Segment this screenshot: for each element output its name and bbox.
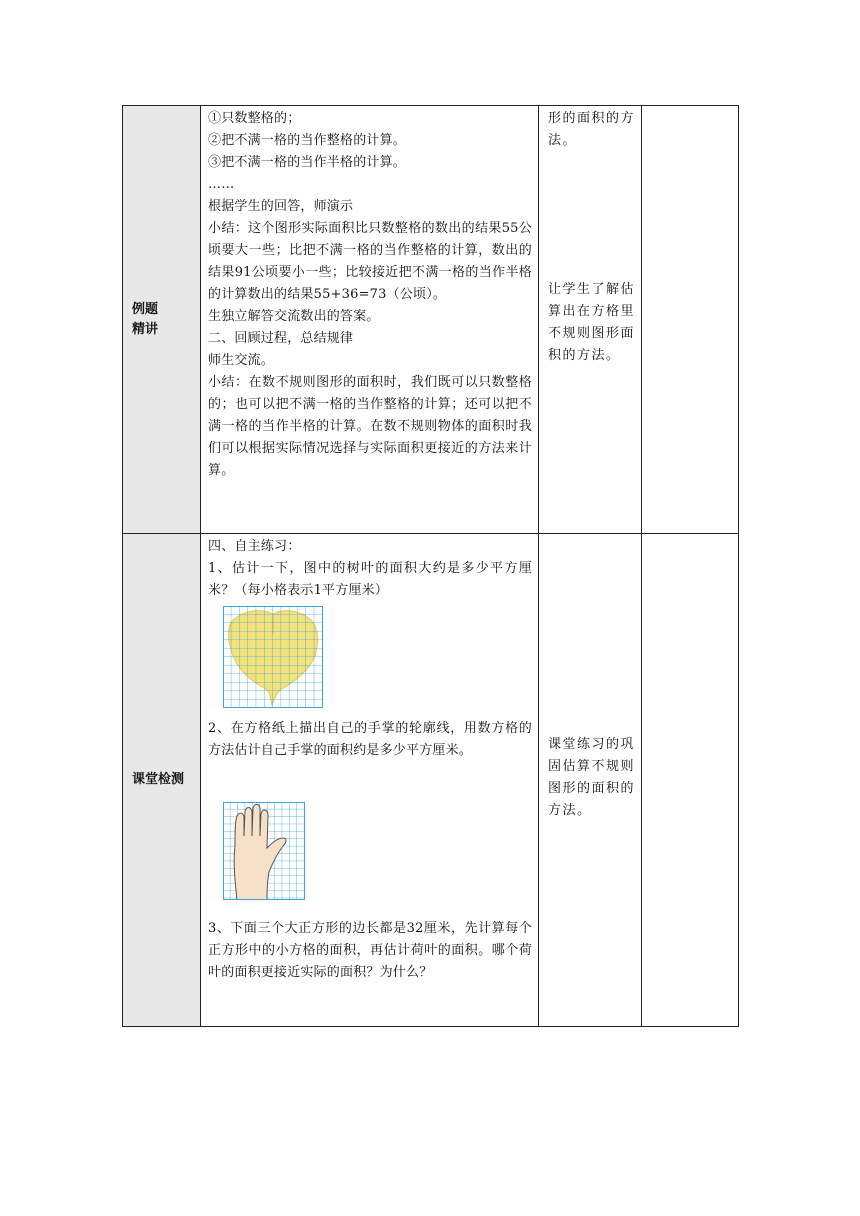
method-count-as-whole: ②把不满一格的当作整格的计算。: [208, 133, 407, 148]
content-cell-example: [201, 106, 539, 534]
label-example-line2: 精讲: [132, 321, 159, 337]
empty-cell-check: [642, 534, 739, 1027]
note-purpose: 让学生了解估算出在方格里不规则图形面积的方法。: [548, 282, 636, 363]
note-top: 形的面积的方法。: [548, 111, 636, 148]
method-count-as-half: ③把不满一格的当作半格的计算。: [208, 155, 407, 170]
label-cell-example: [123, 106, 201, 534]
summary-one: 小结：这个图形实际面积比只数整格的数出的结果55公顷要大一些；比把不满一格的当作整格的计算，数出的结果91公顷要小一些；比较接近把不满一格的当作半格的计算数出的结果55+36=73（公顷）。: [208, 221, 532, 302]
content-cell-check: [201, 534, 539, 1027]
label-example-line1: 例题: [132, 301, 159, 317]
question-one: 1、估计一下，图中的树叶的面积大约是多少平方厘米？（每小格表示1平方厘米）: [208, 561, 532, 598]
student-answer-text: 生独立解答交流数出的答案。: [208, 309, 380, 324]
note-cell-example: [539, 106, 642, 534]
teacher-demo-text: 根据学生的回答，师演示: [208, 199, 354, 214]
review-heading: 二、回顾过程，总结规律: [208, 331, 354, 346]
row-class-check: [123, 534, 739, 1027]
summary-two: 小结：在数不规则图形的面积时，我们既可以只数整格的；也可以把不满一格的当作整格的计算；还可以把不满一格的当作半格的计算。在数不规则物体的面积时我们可以根据实际情况选择与实际面积更接近的方法来计算。: [208, 375, 532, 478]
label-check: 课堂检测: [132, 772, 185, 787]
row-example-explanation: [123, 106, 739, 534]
method-only-whole: ①只数整格的；: [208, 111, 301, 126]
note-cell-check: [539, 534, 642, 1027]
ellipsis: ……: [208, 177, 235, 192]
practice-heading: 四、自主练习：: [208, 539, 301, 554]
lesson-table: [122, 105, 739, 1027]
note-practice: 课堂练习的巩固估算不规则图形的面积的方法。: [548, 737, 636, 818]
teacher-student-exchange: 师生交流。: [208, 353, 275, 368]
question-three: 3、下面三个大正方形的边长都是32厘米，先计算每个正方形中的小方格的面积，再估计荷叶的面积。哪个荷叶的面积更接近实际的面积？为什么？: [208, 921, 532, 980]
leaf-grid-figure: [223, 606, 532, 712]
question-two: 2、在方格纸上描出自己的手掌的轮廓线，用数方格的方法估计自己手掌的面积约是多少平方厘米。: [208, 721, 532, 758]
empty-cell-example: [642, 106, 739, 534]
hand-grid-figure: [223, 802, 532, 904]
label-cell-check: [123, 534, 201, 1027]
